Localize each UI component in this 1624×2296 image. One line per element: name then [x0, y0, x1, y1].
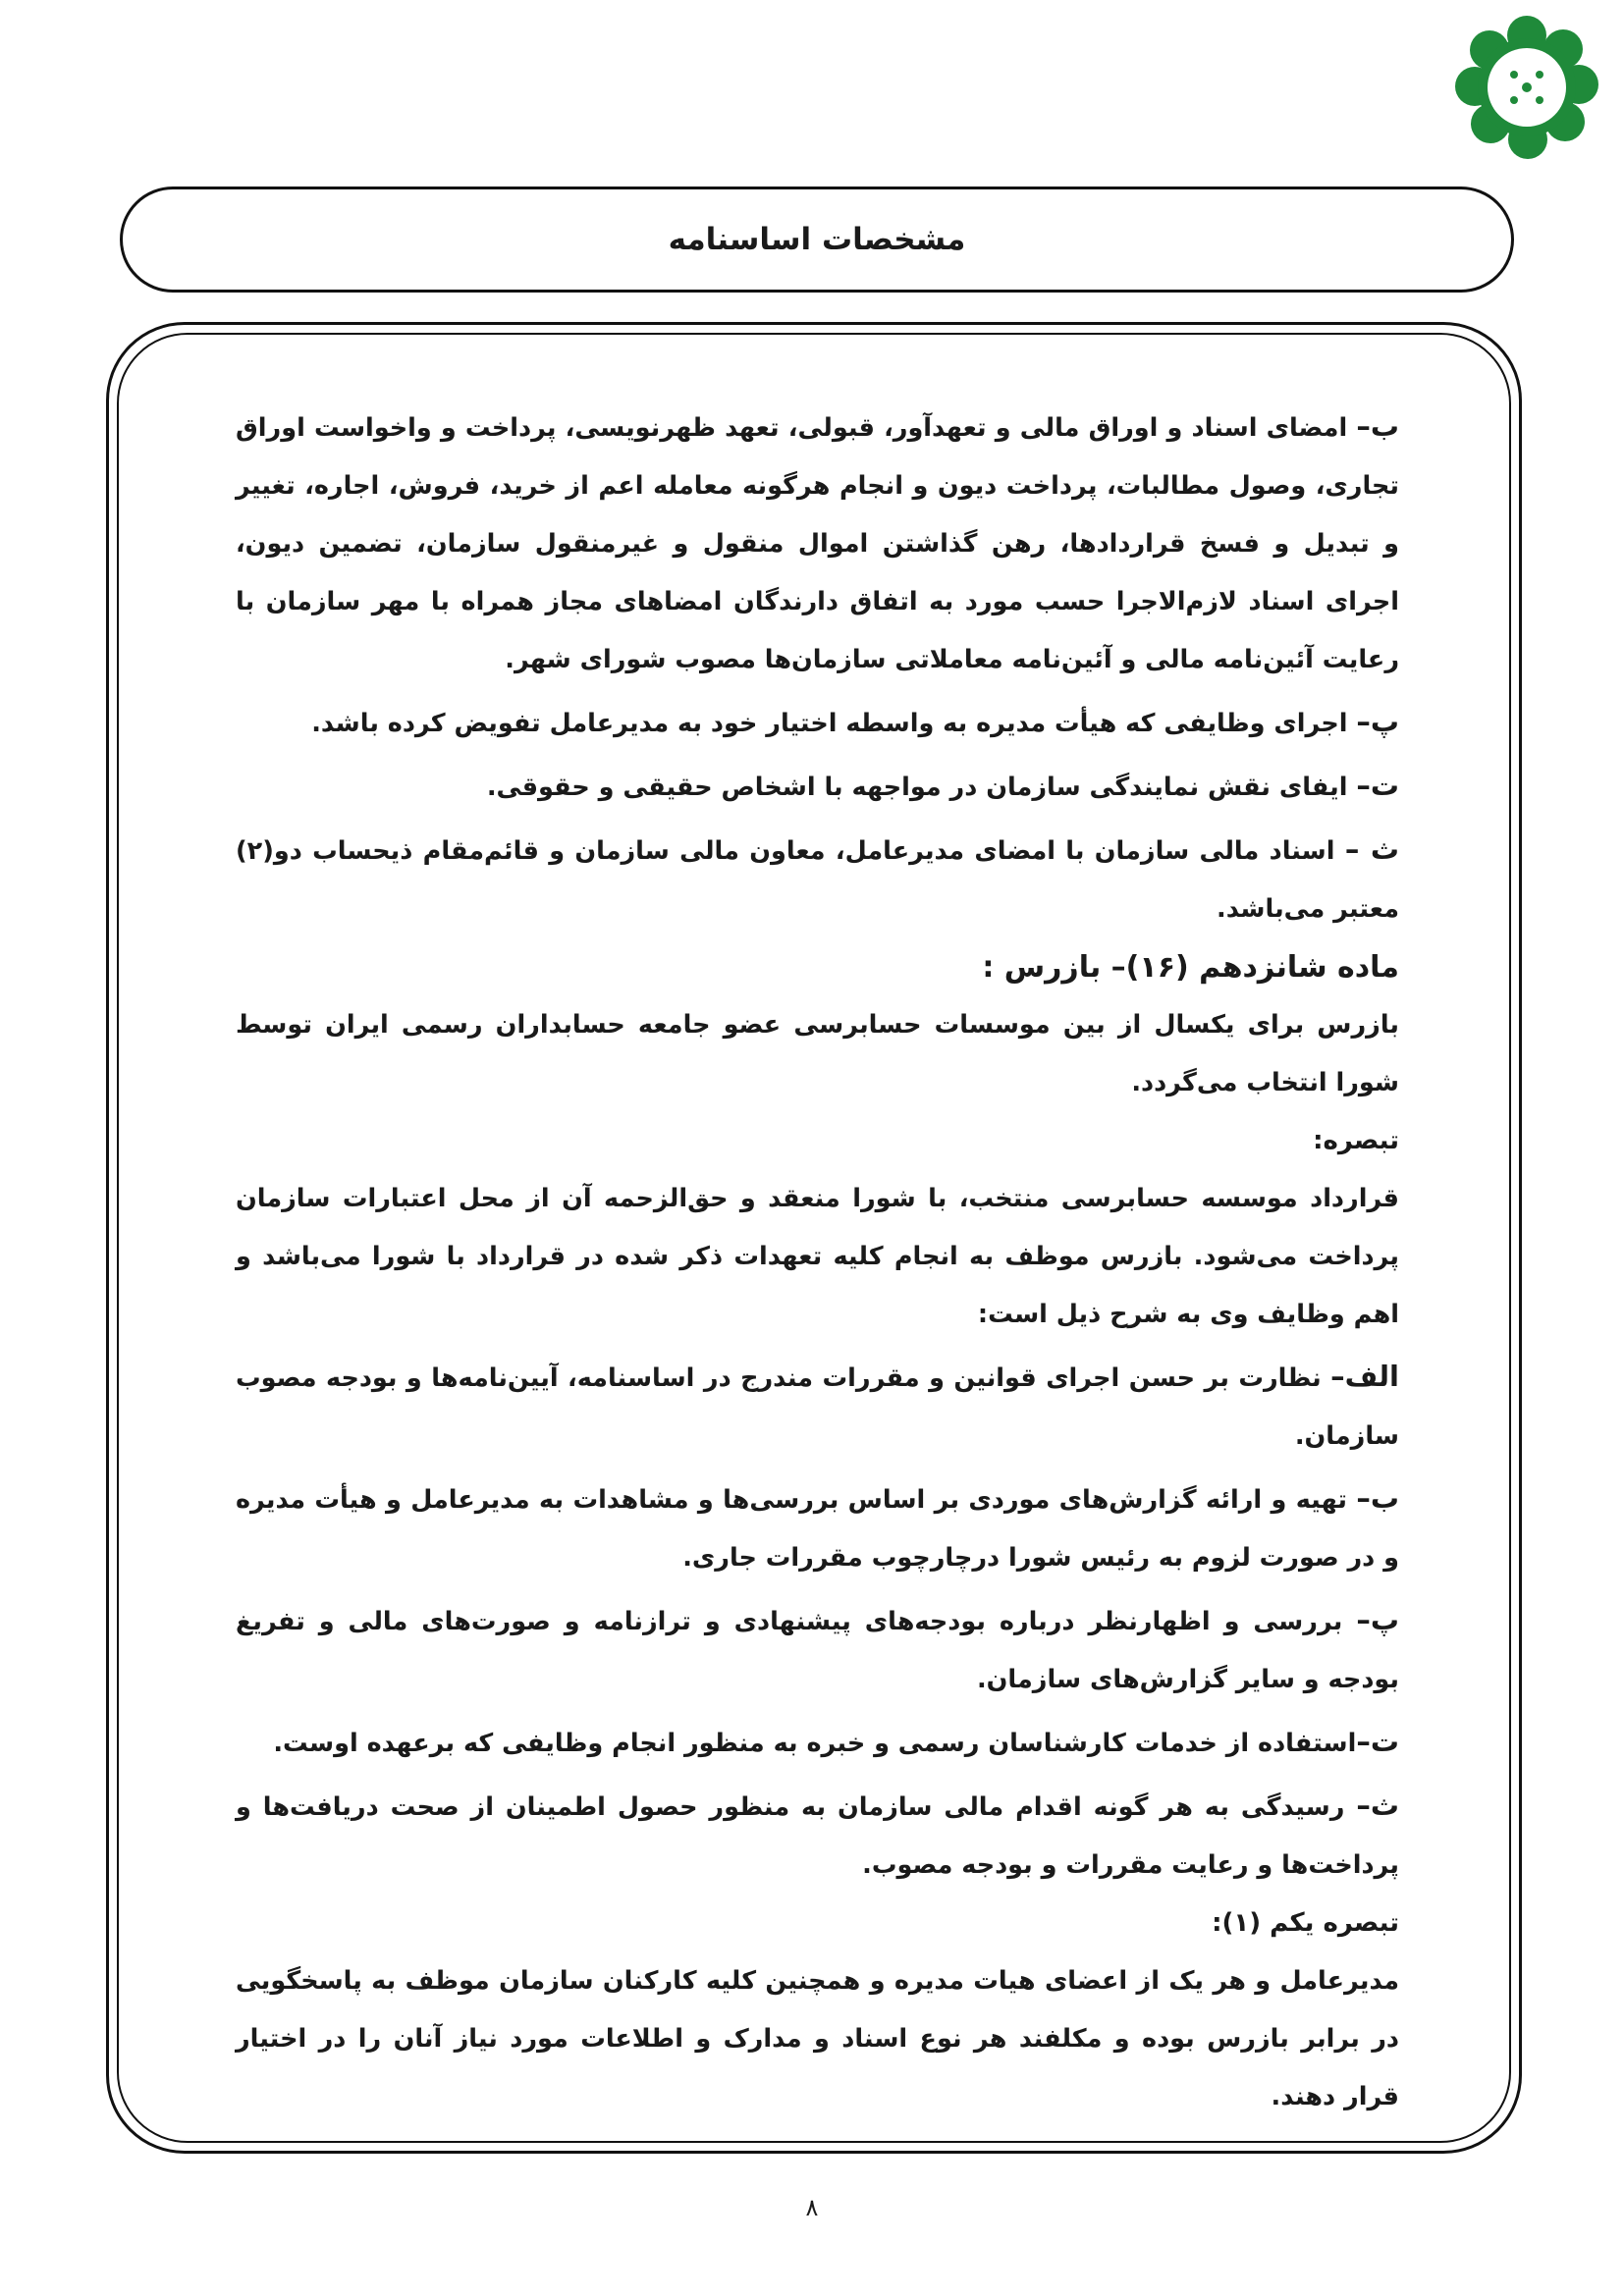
clause-p-duties	[236, 693, 1399, 753]
clause-text: ایفای نقش نمایندگی سازمان در مواجهه با اشخاص حقیقی و حقوقی.	[486, 773, 1357, 802]
inspector-clause-p	[236, 1591, 1399, 1709]
clause-letter: ت–	[1356, 1725, 1399, 1758]
note-heading: تبصره:	[1313, 1126, 1399, 1155]
note-1-heading: تبصره یکم (۱):	[1212, 1908, 1399, 1938]
clause-letter: ث–	[1356, 1789, 1399, 1822]
inspector-clause-alef	[236, 1348, 1399, 1466]
inspector-clause-b	[236, 1469, 1399, 1587]
clause-letter: ب–	[1356, 409, 1399, 443]
clause-text: بررسی و اظهارنظر درباره بودجه‌های پیشنهادی و ترازنامه و صورت‌های مالی و تفریغ بودجه و سایر گزارش‌های سازمان.	[236, 1607, 1399, 1694]
note-text: قرارداد موسسه حسابرسی منتخب، با شورا منعقد و حق‌الزحمه آن از محل اعتبارات سازمان پرداخت می‌شود. بازرس موظف به انجام کلیه تعهدات ذکر شده در قرارداد با شورا می‌باشد و اهم وظایف وی به شرح ذیل است:	[236, 1184, 1399, 1329]
inspector-clause-s	[236, 1777, 1399, 1895]
title-box	[120, 187, 1514, 293]
clause-text: نظارت بر حسن اجرای قوانین و مقررات مندرج در اساسنامه، آیین‌نامه‌ها و بودجه مصوب سازمان.	[236, 1363, 1399, 1451]
inspector-clause-t	[236, 1713, 1399, 1773]
clause-text: رسیدگی به هر گونه اقدام مالی سازمان به منظور حصول اطمینان از صحت دریافت‌ها و پرداخت‌ها و رعایت مقررات و بودجه مصوب.	[236, 1792, 1399, 1880]
clause-b-signing	[236, 398, 1399, 689]
page-title: مشخصات اساسنامه	[668, 222, 966, 257]
note-1-text: مدیرعامل و هر یک از اعضای هیات مدیره و همچنین کلیه کارکنان سازمان موظف به پاسخگویی در برابر بازرس بوده و مکلفند هر نوع اسناد و مدارک و اطلاعات مورد نیاز آنان را در اختیار قرار دهند.	[236, 1966, 1399, 2111]
tehran-city-council-logo	[1453, 14, 1600, 161]
clause-text: اسناد مالی سازمان با امضای مدیرعامل، معاون مالی سازمان و قائم‌مقام ذیحساب دو(۲) معتبر می‌باشد.	[236, 836, 1399, 924]
tehran-city-council-emblem-icon	[1453, 14, 1600, 161]
clause-text: امضای اسناد و اوراق مالی و تعهدآور، قبولی، تعهد ظهرنویسی، پرداخت و واخواست اوراق تجاری، وصول مطالبات، پرداخت دیون و انجام هرگونه معامله اعم از خرید، فروش، اجاره، تغییر و تبدیل و فسخ قراردادها، رهن گذاشتن اموال منقول و غیرمنقول سازمان، تضمین دیون، اجرای اسناد لازم‌الاجرا حسب مورد به اتفاق دارندگان امضاهای مجاز همراه با مهر سازمان با رعایت آئین‌نامه مالی و آئین‌نامه معاملاتی سازمان‌ها مصوب شورای شهر.	[236, 413, 1399, 674]
clause-letter: ب–	[1356, 1481, 1399, 1515]
clause-text: اجرای وظایفی که هیأت مدیره به واسطه اختیار خود به مدیرعامل تفویض کرده باشد.	[311, 709, 1357, 738]
article-16-text: بازرس برای یکسال از بین موسسات حسابرسی عضو جامعه حسابداران رسمی ایران توسط شورا انتخاب می‌گردد.	[236, 1010, 1399, 1097]
clause-letter: ت–	[1356, 769, 1399, 802]
clause-text: استفاده از خدمات کارشناسان رسمی و خبره به منظور انجام وظایفی که برعهده اوست.	[273, 1729, 1357, 1758]
clause-letter: الف–	[1330, 1360, 1399, 1393]
clause-letter: پ–	[1356, 1603, 1399, 1636]
article-16-heading: ماده شانزدهم (۱۶)– بازرس :	[982, 950, 1399, 985]
clause-s-financial-docs	[236, 821, 1399, 938]
page-number: ۸	[805, 2194, 819, 2221]
clause-text: تهیه و ارائه گزارش‌های موردی بر اساس بررسی‌ها و مشاهدات به مدیرعامل و هیأت مدیره و در صورت لزوم به رئیس شورا درچارچوب مقررات جاری.	[236, 1485, 1399, 1573]
clause-letter: پ–	[1356, 705, 1399, 738]
document-body	[236, 398, 1399, 2126]
clause-letter: ث –	[1344, 832, 1399, 866]
clause-t-representation	[236, 757, 1399, 817]
